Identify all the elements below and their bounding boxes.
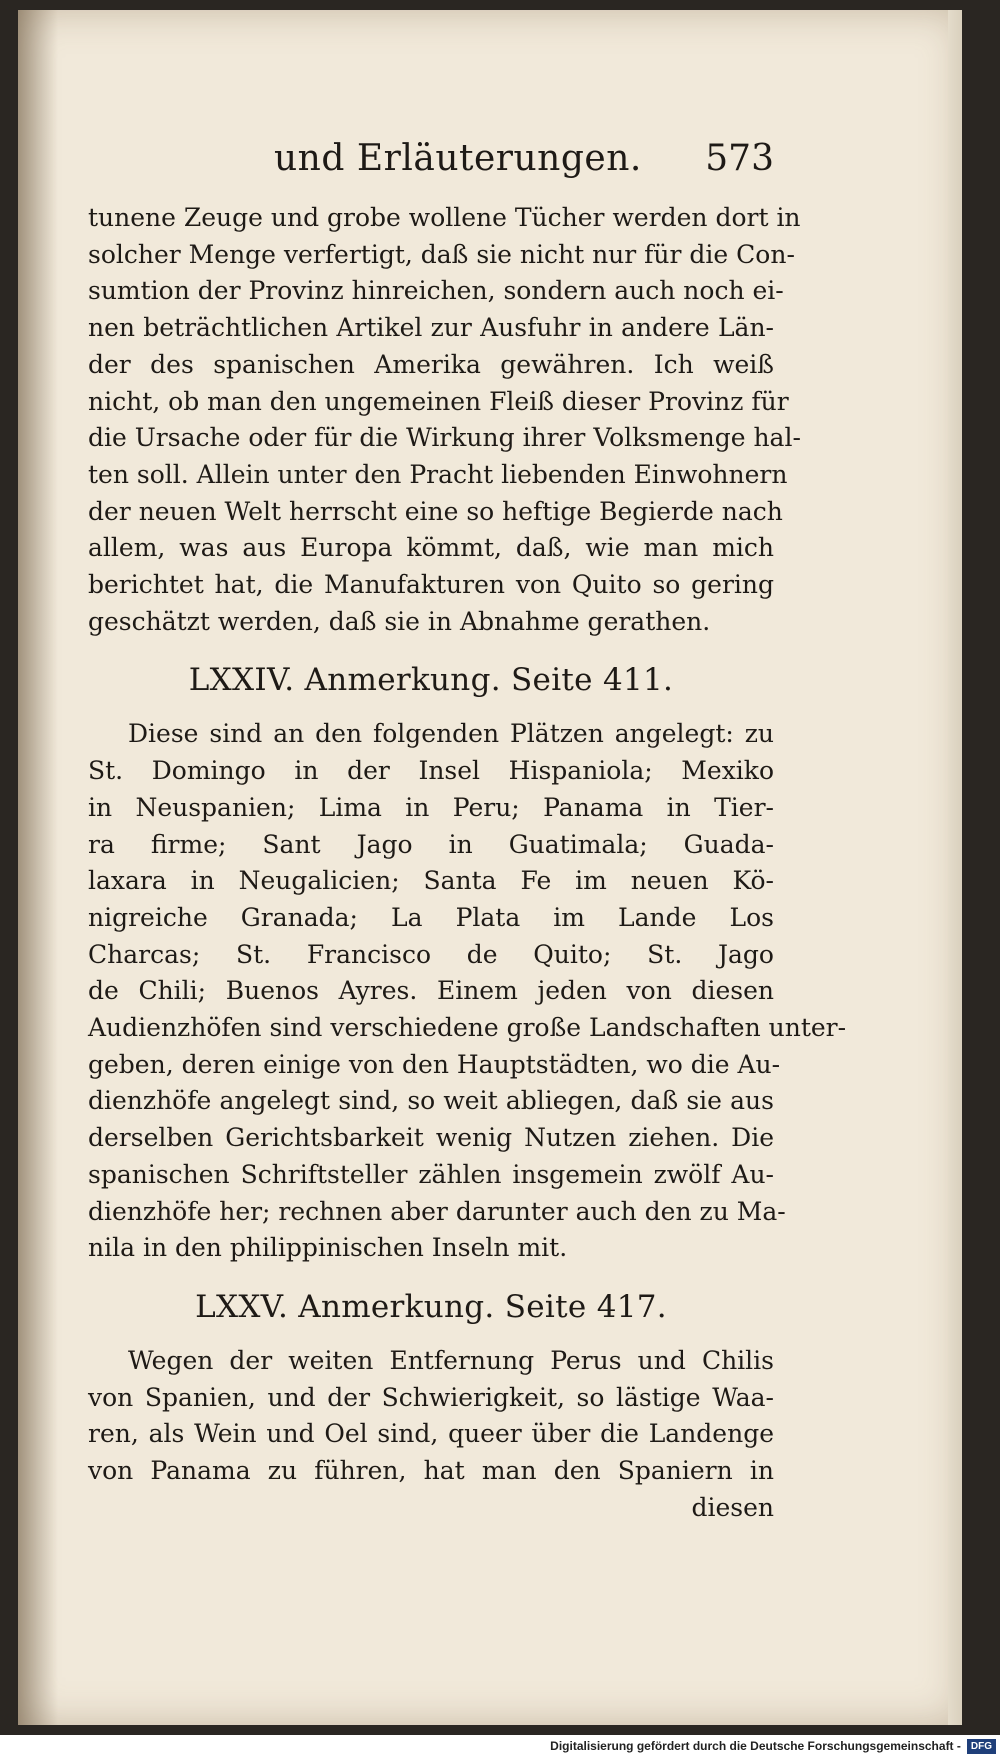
text-line: laxara in Neugalicien; Santa Fe im neuen Kö-: [88, 866, 774, 896]
text-line: der neuen Welt herrscht eine so heftige Begierde nach: [88, 496, 783, 526]
text-line: von Panama zu führen, hat man den Spaniern in: [88, 1456, 774, 1486]
text-line: sumtion der Provinz hinreichen, sondern auch noch ei-: [88, 276, 784, 306]
section-heading-lxxv: LXXV. Anmerkung. Seite 417.: [195, 1288, 667, 1325]
text-line: Diese sind an den folgenden Plätzen angelegt: zu: [128, 719, 774, 749]
text-line: der des spanischen Amerika gewähren. Ich weiß: [88, 349, 774, 379]
text-line: solcher Menge verfertigt, daß sie nicht nur für die Con-: [88, 239, 795, 269]
text-line: spanischen Schriftsteller zählen insgemein zwölf Au-: [88, 1159, 774, 1189]
text-line: geben, deren einige von den Hauptstädten, wo die Au-: [88, 1049, 781, 1079]
text-line: dienzhöfe angelegt sind, so weit abliegen, daß sie aus: [88, 1086, 774, 1116]
text-line: ten soll. Allein unter den Pracht liebenden Einwohnern: [88, 459, 788, 489]
text-line: tunene Zeuge und grobe wollene Tücher werden dort in: [88, 203, 801, 232]
text-line: nicht, ob man den ungemeinen Fleiß dieser Provinz für: [88, 386, 789, 416]
text-line: de Chili; Buenos Ayres. Einem jeden von diesen: [88, 976, 774, 1006]
text-line: Wegen der weiten Entfernung Perus und Chilis: [128, 1345, 774, 1375]
text-line: die Ursache oder für die Wirkung ihrer Volksmenge hal-: [88, 423, 801, 453]
footer-credit: Digitalisierung gefördert durch die Deutsche Forschungsgemeinschaft -: [550, 1739, 961, 1753]
text-line: berichtet hat, die Manufakturen von Quito so gering: [88, 570, 774, 600]
paragraph-3: [88, 1343, 774, 1490]
text-line: derselben Gerichtsbarkeit wenig Nutzen ziehen. Die: [88, 1123, 774, 1153]
page-content: [88, 138, 847, 1526]
running-head: [88, 138, 774, 200]
text-line: nila in den philippinischen Inseln mit.: [88, 1233, 568, 1263]
running-head-title: und Erläuterungen.: [274, 138, 642, 179]
dfg-logo: DFG: [967, 1739, 996, 1754]
text-line: in Neuspanien; Lima in Peru; Panama in Tier-: [88, 792, 774, 822]
text-line: ra firme; Sant Jago in Guatimala; Guada-: [88, 829, 774, 859]
text-line: dienzhöfe her; rechnen aber darunter auch den zu Ma-: [88, 1196, 786, 1226]
text-line: St. Domingo in der Insel Hispaniola; Mexiko: [88, 756, 774, 786]
catchword: diesen: [691, 1492, 774, 1522]
text-line: allem, was aus Europa kömmt, daß, wie man mich: [88, 533, 774, 563]
page-number: 573: [705, 138, 774, 179]
text-line: geschätzt werden, daß sie in Abnahme gerathen.: [88, 606, 711, 636]
digitization-footer: [0, 1735, 1000, 1757]
text-line: nen beträchtlichen Artikel zur Ausfuhr in andere Län-: [88, 313, 774, 343]
text-line: Charcas; St. Francisco de Quito; St. Jago: [88, 939, 774, 969]
paragraph-1: [88, 200, 801, 640]
text-line: von Spanien, und der Schwierigkeit, so lästige Waa-: [88, 1382, 774, 1412]
text-line: nigreiche Granada; La Plata im Lande Los: [88, 902, 774, 932]
text-line: ren, als Wein und Oel sind, queer über die Landenge: [88, 1419, 774, 1449]
section-heading-lxxiv: LXXIV. Anmerkung. Seite 411.: [188, 662, 674, 699]
page-edge: [948, 10, 962, 1725]
text-line: Audienzhöfen sind verschiedene große Landschaften unter-: [88, 1013, 847, 1043]
book-page: [18, 10, 962, 1725]
paragraph-2: [88, 716, 847, 1267]
